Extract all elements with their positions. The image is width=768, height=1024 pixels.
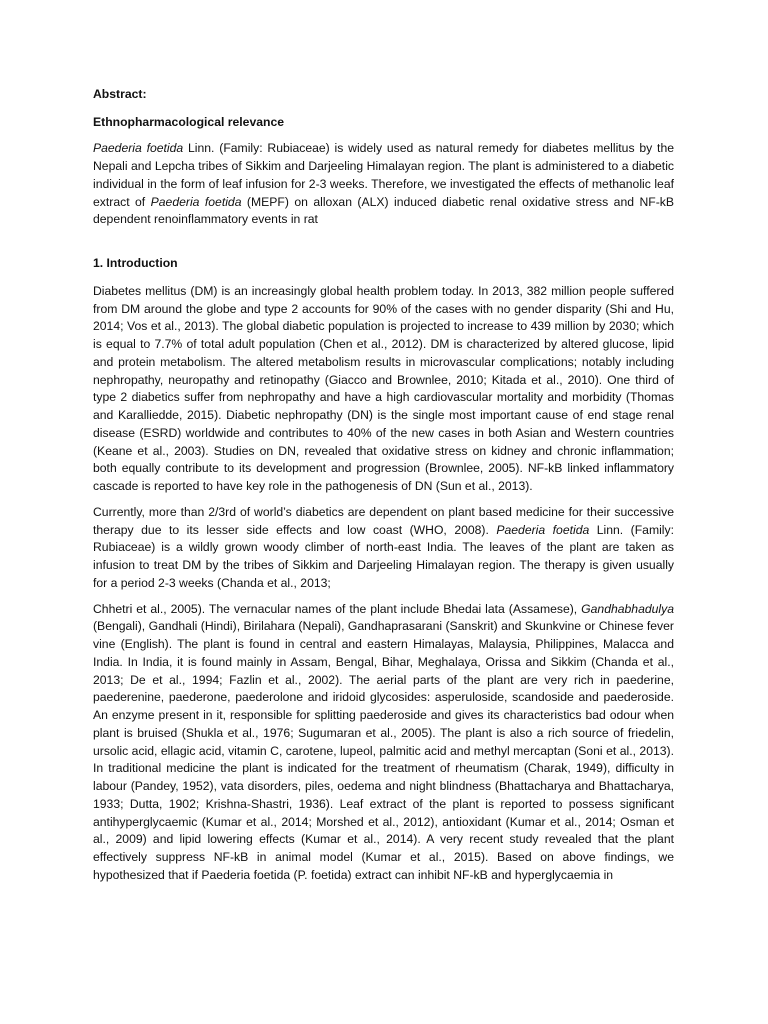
introduction-paragraph-1: Diabetes mellitus (DM) is an increasingly global health problem today. In 2013, 382 million people suffered from DM around the globe and type 2 accounts for 90% of the cases with no gender disparity (Shi and Hu, 2014; Vos et al., 2013). The global diabetic population is projected to increase to 439 million by 2030; which is equal to 7.7% of total adult population (Chen et al., 2012). DM is characterized by altered glucose, lipid and protein metabolism. The altered metabolism results in microvascular complications; notably including nephropathy, neuropathy and retinopathy (Giacco and Brownlee, 2010; Kitada et al., 2010). One third of type 2 diabetics suffer from nephropathy and have a high cardiovascular mortality and morbidity (Thomas and Karalliedde, 2015). Diabetic nephropathy (DN) is the single most important cause of end stage renal disease (ESRD) worldwide and contributes to 40% of the new cases in both Asian and Western countries (Keane et al., 2003). Studies on DN, revealed that oxidative stress on kidney and chronic inflammation; both equally contribute to its development and progression (Brownlee, 2005). NF-kB linked inflammatory cascade is reported to have key role in the pathogenesis of DN (Sun et al., 2013).	[93, 283, 674, 494]
abstract-text-part: (MEPF) on alloxan (ALX) induced diabetic renal oxidative stress and NF-kB dependent renoinflammatory events in rat	[93, 194, 674, 227]
document-page	[93, 86, 674, 893]
paragraph-text-part: (Bengali), Gandhali (Hindi), Birilahara (Nepali), Gandhaprasarani (Sanskrit) and Skunkvine or Chinese fever vine (English). The plant is found in central and eastern Himalayas, Malaysia, Philippines, Malacca and India. In India, it is found mainly in Assam, Bengal, Bihar, Meghalaya, Orissa and Sikkim (Chanda et al., 2013; De et al., 1994; Fazlin et al., 2002). The aerial parts of the plant are very rich in paederine, paederenine, paederone, paederolone and iridoid glycosides: asperuloside, scandoside and paederoside. An enzyme present in it, responsible for splitting paederoside and gives its characteristics bad odour when plant is bruised (Shukla et al., 1976; Sugumaran et al., 2005). The plant is also a rich source of friedelin, ursolic acid, ellagic acid, vitamin C, carotene, lupeol, palmitic acid and methyl mercaptan (Soni et al., 2013). In traditional medicine the plant is indicated for the treatment of rheumatism (Charak, 1949), difficulty in labour (Pandey, 1952), vata disorders, piles, oedema and night blindness (Bhattacharya and Bhattacharya, 1933; Dutta, 1902; Krishna-Shastri, 1936). Leaf extract of the plant is reported to possess significant antihyperglycaemic (Kumar et al., 2014; Morshed et al., 2012), antioxidant (Kumar et al., 2014; Osman et al., 2009) and lipid lowering effects (Kumar et al., 2014). A very recent study revealed that the plant effectively suppress NF-kB in animal model (Kumar et al., 2015). Based on above findings, we hypothesized that if Paederia foetida (P. foetida) extract can inhibit NF-kB and hyperglycaemia in	[93, 619, 674, 882]
introduction-paragraph-3	[93, 601, 674, 885]
ethnopharmacological-relevance-heading: Ethnopharmacological relevance	[93, 114, 285, 129]
species-name-italic: Paederia foetida	[496, 522, 590, 537]
introduction-paragraph-2	[93, 504, 674, 593]
vernacular-name-italic: Gandhabhadulya	[581, 601, 674, 616]
species-name-italic: Paederia foetida	[150, 194, 242, 209]
paragraph-text-part: Currently, more than 2/3rd of world’s diabetics are dependent on plant based medicine for their successive therapy due to its lesser side effects and low coast (WHO, 2008).	[93, 504, 674, 537]
abstract-text-part: Linn. (Family: Rubiaceae) is widely used as natural remedy for diabetes mellitus by the Nepali and Lepcha tribes of Sikkim and Darjeeling Himalayan region. The plant is administered to a diabetic individual in the form of leaf infusion for 2-3 weeks. Therefore, we investigated the effects of methanolic leaf extract of	[93, 141, 675, 209]
paragraph-text-part: Chhetri et al., 2005). The vernacular names of the plant include Bhedai lata (Assamese),	[93, 601, 582, 616]
abstract-heading: Abstract:	[93, 87, 147, 101]
paragraph-text-part: Linn. (Family: Rubiaceae) is a wildly grown woody climber of north-east India. The leaves of the plant are taken as infusion to treat DM by the tribes of Sikkim and Darjeeling Himalayan region. The therapy is given usually for a period 2-3 weeks (Chanda et al., 2013;	[93, 522, 674, 590]
abstract-paragraph	[93, 140, 674, 229]
introduction-heading: 1. Introduction	[93, 256, 178, 271]
species-name-italic: Paederia foetida	[93, 141, 184, 156]
